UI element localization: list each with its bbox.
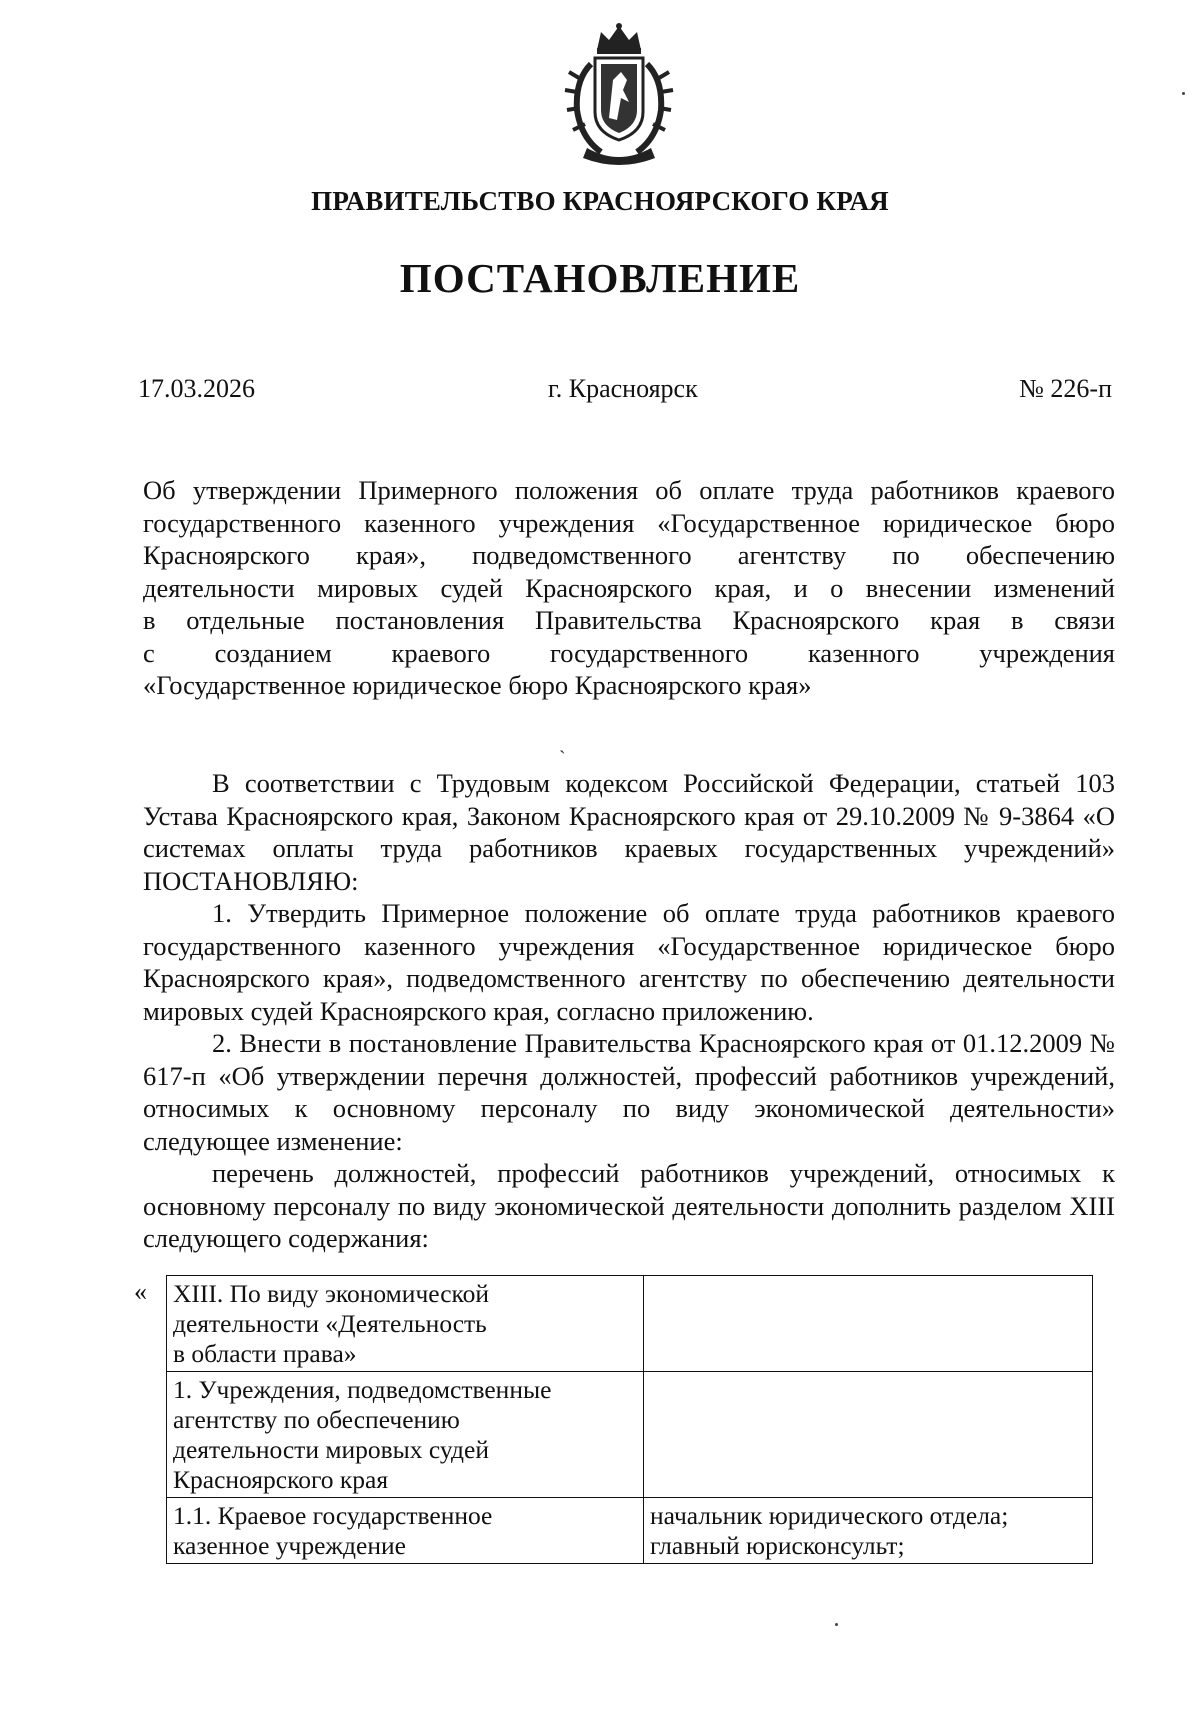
document-title — [143, 474, 1115, 702]
title-line: государственного казенного учреждения «Государственное юридическое бюро — [143, 507, 1115, 538]
section-xiii-table — [166, 1275, 1093, 1564]
table-cell: начальник юридического отдела; главный юрисконсульт; — [644, 1498, 1093, 1564]
title-line: «Государственное юридическое бюро Красноярского края» — [143, 670, 812, 700]
scan-speck — [1182, 92, 1185, 95]
document-type: ПОСТАНОВЛЕНИЕ — [399, 255, 801, 301]
table-cell — [644, 1276, 1093, 1372]
table-row — [167, 1372, 1093, 1498]
document-city: г. Красноярск — [548, 374, 698, 403]
scan-mark: ˏ — [559, 732, 566, 754]
title-line: в отдельные постановления Правительства Красноярского края в связи — [143, 605, 1115, 635]
table-cell: XIII. По виду экономической деятельности «Деятельность в области права» — [167, 1276, 644, 1372]
table-cell: 1. Учреждения, подведомственные агентству по обеспечению деятельности мировых судей Красноярского края — [167, 1372, 644, 1498]
coat-of-arms-icon — [557, 20, 681, 168]
table-open-quote: « — [134, 1277, 147, 1306]
document-date: 17.03.2026 — [138, 374, 255, 403]
scan-speck — [835, 1623, 838, 1626]
list-amendment-paragraph: перечень должностей, профессий работников учреждений, относимых к основному персоналу по виду экономической деятельности дополнить разделом XIII следующего содержания: — [143, 1158, 1115, 1253]
clause-1-paragraph: 1. Утвердить Примерное положение об оплате труда работников краевого государственного казенного учреждения «Государственное юридическое бюро Красноярского края», подведомственного агентству по обеспечению деятельности мировых судей Красноярского края, согласно приложению. — [143, 898, 1115, 1026]
title-line: с созданием краевого государственного казенного учреждения — [143, 637, 1115, 668]
title-line: Об утверждении Примерного положения об оплате труда работников краевого — [143, 475, 1115, 505]
table-row — [167, 1498, 1093, 1564]
title-line: Красноярского края», подведомственного агентству по обеспечению — [143, 540, 1115, 570]
table-row — [167, 1276, 1093, 1372]
table-cell — [644, 1372, 1093, 1498]
title-line: деятельности мировых судей Красноярского края, и о внесении изменений — [143, 572, 1115, 603]
preamble-paragraph: В соответствии с Трудовым кодексом Российской Федерации, статьей 103 Устава Красноярского края, Законом Красноярского края от 29.10.2009 № 9-3864 «О системах оплаты труда работников краевых государственных учреждений» ПОСТАНОВЛЯЮ: — [143, 768, 1115, 896]
government-name: ПРАВИТЕЛЬСТВО КРАСНОЯРСКОГО КРАЯ — [311, 186, 889, 216]
document-body — [143, 767, 1115, 1255]
table-cell: 1.1. Краевое государственное казенное учреждение — [167, 1498, 644, 1564]
document-number: № 226-п — [1019, 374, 1112, 403]
clause-2-paragraph: 2. Внести в постановление Правительства Красноярского края от 01.12.2009 № 617-п «Об утверждении перечня должностей, профессий работников учреждений, относимых к основному персоналу по виду экономической деятельности» следующее изменение: — [143, 1028, 1115, 1156]
